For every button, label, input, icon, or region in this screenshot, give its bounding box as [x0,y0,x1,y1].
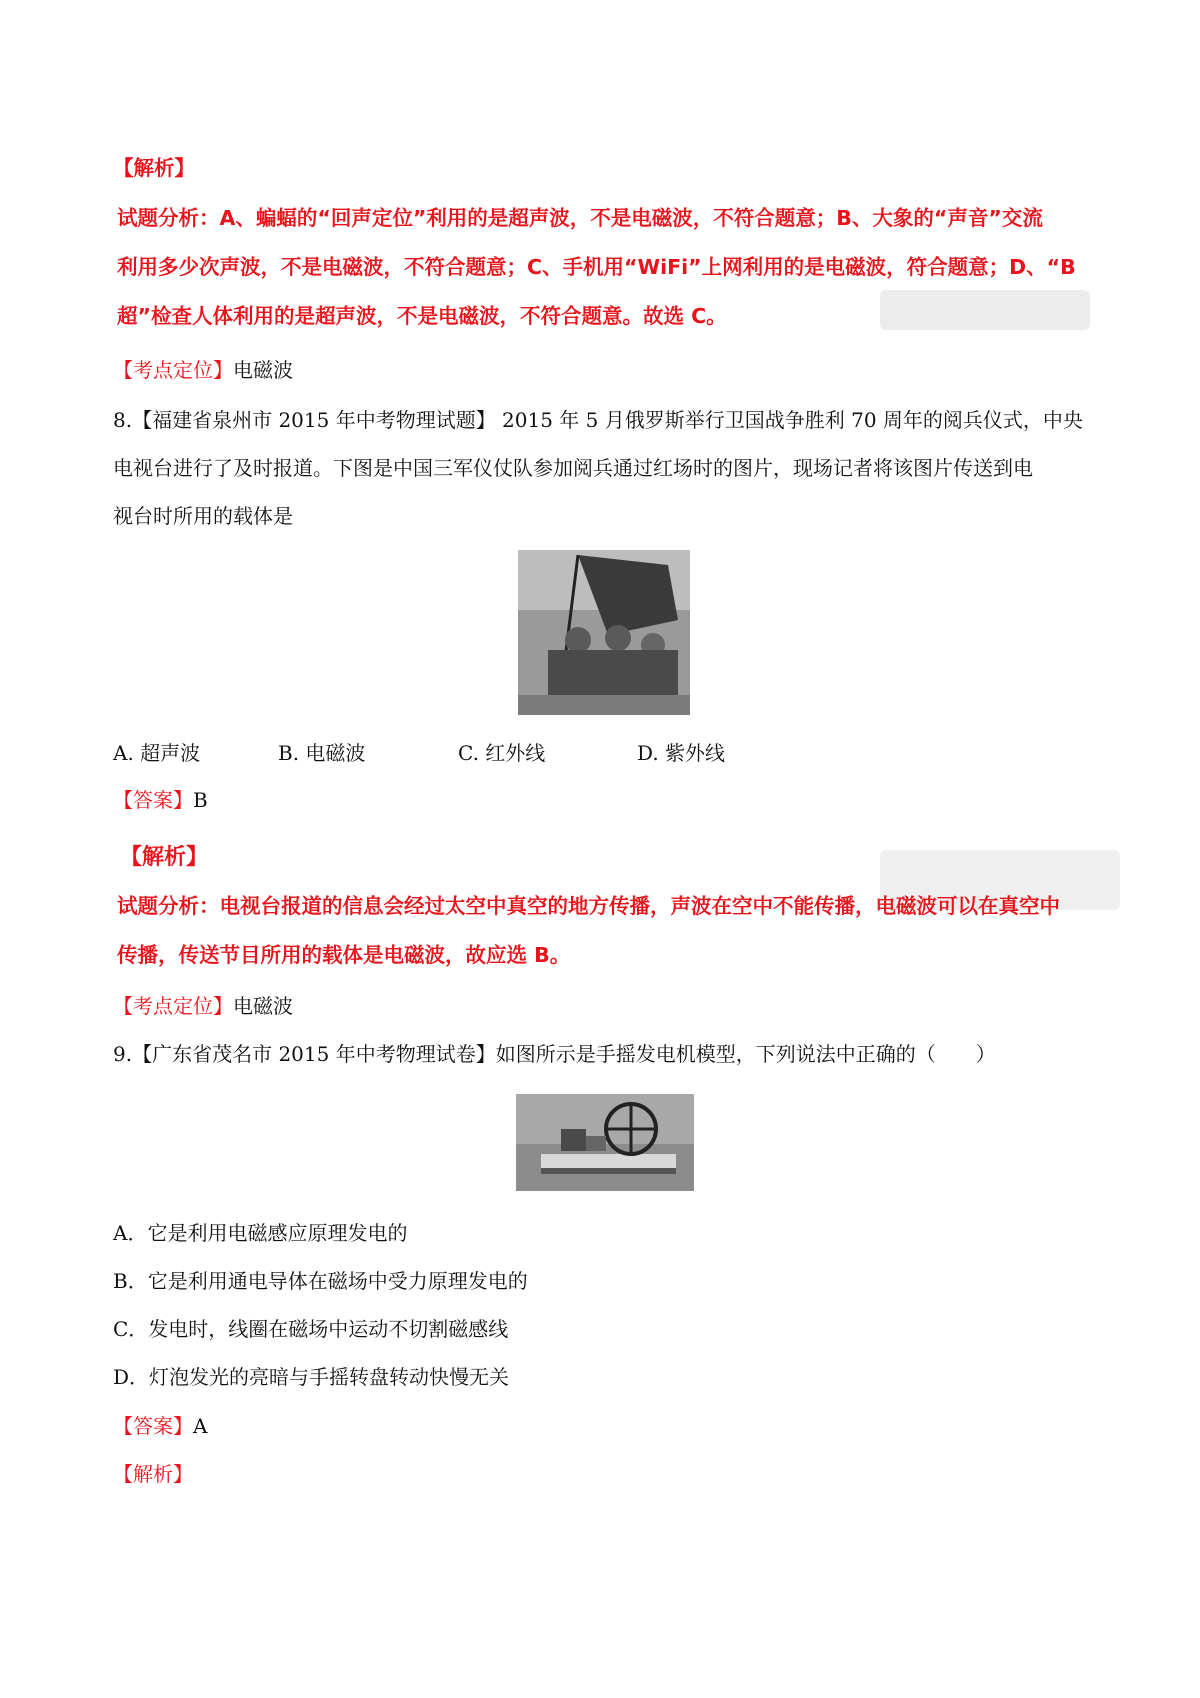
generator-photo [516,1094,694,1191]
point-label [113,357,293,383]
answer-label [113,787,208,813]
label-value: 电磁波 [233,994,293,1018]
answer-label [113,1413,207,1439]
label-bracket: 【考点定位】 [113,994,233,1018]
scan-smudge [880,290,1090,330]
label-value: 电磁波 [233,358,293,382]
question-stem-line: 电视台进行了及时报道。下图是中国三军仪仗队参加阅兵通过红场时的图片，现场记者将该图片传送到电 [113,456,1033,480]
analysis-line: 超”检查人体利用的是超声波，不是电磁波，不符合题意。故选 C。 [117,304,727,328]
label-value: B [193,788,208,812]
option-a: A．它是利用电磁感应原理发电的 [113,1221,408,1245]
label-value: A [193,1414,208,1438]
analysis-line: 传播，传送节目所用的载体是电磁波，故应选 B。 [117,943,571,967]
analysis-label: 【解析】 [113,156,195,180]
analysis-label: 【解析】 [113,1462,193,1486]
option-d: D．灯泡发光的亮暗与手摇转盘转动快慢无关 [113,1365,510,1389]
label-bracket: 【考点定位】 [113,358,233,382]
question-stem-line: 视台时所用的载体是 [113,504,293,528]
label-bracket: 【答案】 [113,1414,193,1438]
analysis-line: 试题分析：电视台报道的信息会经过太空中真空的地方传播，声波在空中不能传播，电磁波可以在真空中 [117,894,1060,918]
analysis-label: 【解析】 [120,845,209,870]
question-stem-line: 9.【广东省茂名市 2015 年中考物理试卷】如图所示是手摇发电机模型，下列说法中正确的（ ） [113,1042,996,1066]
point-label [113,993,293,1019]
option-d: D. 紫外线 [637,741,726,765]
analysis-line: 试题分析：A、蝙蝠的“回声定位”利用的是超声波，不是电磁波，不符合题意；B、大象的“声音”交流 [117,206,1043,230]
option-c: C．发电时，线圈在磁场中运动不切割磁感线 [113,1317,509,1341]
point-label-text [113,358,293,382]
analysis-line: 利用多少次声波，不是电磁波，不符合题意；C、手机用“WiFi”上网利用的是电磁波，符合题意；D、“B [117,255,1076,279]
label-bracket: 【答案】 [113,788,193,812]
parade-photo [518,550,690,715]
question-stem-line: 8.【福建省泉州市 2015 年中考物理试题】 2015 年 5 月俄罗斯举行卫国战争胜利 70 周年的阅兵仪式，中央 [113,408,1083,432]
option-b: B．它是利用通电导体在磁场中受力原理发电的 [113,1269,528,1293]
option-a: A. 超声波 [113,741,201,765]
option-c: C. 红外线 [458,741,546,765]
option-b: B. 电磁波 [278,741,366,765]
